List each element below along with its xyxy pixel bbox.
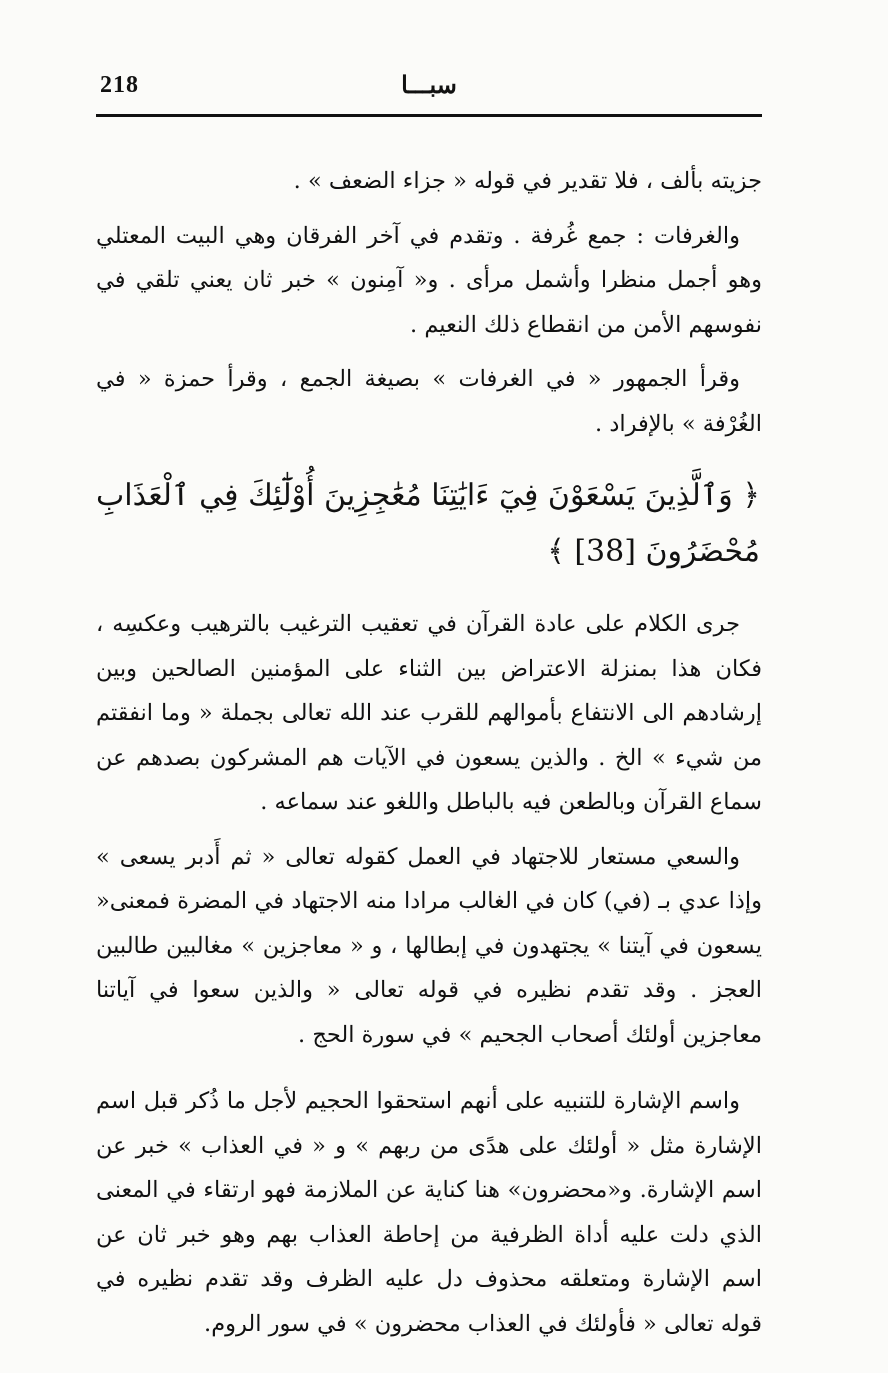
paragraph-5: والسعي مستعار للاجتهاد في العمل كقوله تعالى « ثم أَدبر يسعى » وإذا عدي بـ (في) كان في الغالب مرادا منه الاجتهاد في المضرة فمعنى« يسعون في آيتنا » يجتهدون في إبطالها ، و « معاجزين » مغالبين طالبين العجز . وقد تقدم نظيره في قوله تعالى « والذين سعوا في آياتنا معاجزين أولئك أصحاب الجحيم » في سورة الحج . [96, 843, 762, 1048]
page-body [96, 159, 762, 1346]
quran-verse: ﴿ وَٱلَّذِينَ يَسْعَوْنَ فِيٓ ءَايَٰتِنَا مُعَٰجِزِينَ أُوْلَٰٓئِكَ فِي ٱلْعَذَابِ مُحْضَرُونَ [38] ﴾ [96, 478, 760, 569]
running-title: سبـــا [401, 70, 457, 99]
paragraph-6: واسم الإشارة للتنبيه على أنهم استحقوا الحجيم لأجل ما ذُكر قبل اسم الإشارة مثل « أولئك على هدًى من ربهم » و « في العذاب » خبر عن اسم الإشارة. و«محضرون» هنا كناية عن الملازمة فهو ارتقاء في المعنى الذي دلت عليه أداة الظرفية من إحاطة العذاب بهم وهو خبر ثان عن اسم الإشارة ومتعلقه محذوف دل عليه الظرف وقد تقدم نظيره في قوله تعالى « فأولئك في العذاب محضرون » في سور الروم. [96, 1088, 762, 1337]
paragraph-4: جرى الكلام على عادة القرآن في تعقيب الترغيب بالترهيب وعكسِه ، فكان هذا بمنزلة الاعتراض بين الثناء على المؤمنين الصالحين وبين إرشادهم الى الانتفاع بأموالهم للقرب عند الله تعالى بجملة « وما انفقتم من شيء » الخ . والذين يسعون في الآيات هم المشركون بصدهم عن سماع القرآن وبالطعن فيه بالباطل واللغو عند سماعه . [96, 611, 762, 815]
book-page [96, 66, 762, 1337]
page-number: 218 [100, 72, 139, 98]
paragraph-2: والغرفات : جمع غُرفة . وتقدم في آخر الفرقان وهي البيت المعتلي وهو أجمل منظرا وأشمل مرأى . و« آمِنون » خبر ثان يعني تلقي في نفوسهم الأمن من انقطاع ذلك النعيم . [96, 222, 762, 338]
paragraph-3: وقرأ الجمهور « في الغرفات » بصيغة الجمع ، وقرأ حمزة « في الغُرْفة » بالإفراد . [96, 366, 762, 437]
paragraph-1: جزيته بألف ، فلا تقدير في قوله « جزاء الضعف » . [293, 168, 762, 194]
page-header [96, 66, 762, 117]
